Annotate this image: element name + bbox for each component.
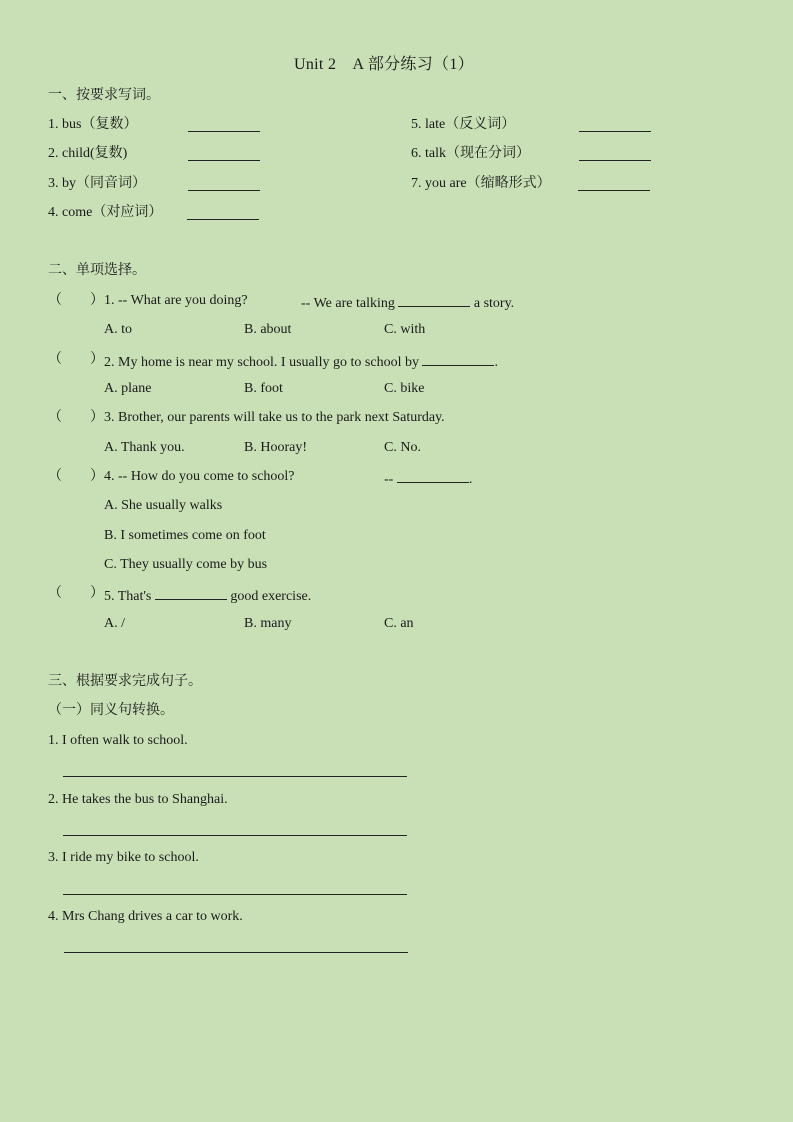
question-stem-part: -- We are talking [301,296,395,311]
option-a: A. to [104,322,132,337]
answer-blank[interactable] [188,190,260,191]
option-b: B. about [244,322,292,337]
option-c: C. They usually come by bus [104,557,268,572]
question-text: 1. bus（复数） [48,117,138,132]
question-stem [301,292,514,313]
question-stem-part: 5. That's [104,589,152,604]
answer-line[interactable] [63,835,407,836]
answer-blank[interactable] [579,131,651,132]
question-stem: 3. Brother, our parents will take us to the park next Saturday. [104,410,445,425]
option-a: A. She usually walks [104,498,223,513]
option-a: A. Thank you. [104,440,185,455]
sentence-item: 2. He takes the bus to Shanghai. [48,792,228,807]
sentence-item: 4. Mrs Chang drives a car to work. [48,909,243,924]
option-a: A. plane [104,381,152,396]
section-heading: 三、根据要求完成句子。 [48,674,202,689]
answer-parentheses[interactable]: （ ） [48,469,104,484]
question-stem [104,351,498,372]
option-c: C. No. [384,440,421,455]
option-c: C. with [384,322,426,337]
answer-blank[interactable] [188,160,260,161]
section-heading: 一、按要求写词。 [48,88,160,103]
question-stem-part: . [494,355,498,370]
answer-line[interactable] [64,952,408,953]
question-text: 6. talk（现在分词） [411,146,530,161]
question-stem-part: . [468,472,473,487]
question-stem [104,292,248,310]
question-text: 5. late（反义词） [411,117,516,132]
question-text: 2. child(复数) [48,146,128,161]
sentence-item: 1. I often walk to school. [48,733,188,748]
answer-blank[interactable] [398,292,470,307]
option-b: B. I sometimes come on foot [104,528,266,543]
option-c: C. bike [384,381,425,396]
answer-line[interactable] [63,776,407,777]
option-a: A. / [104,616,125,631]
question-stem-part: 1. -- What are you doing? [104,293,248,308]
sentence-item: 3. I ride my bike to school. [48,850,199,865]
option-b: B. many [244,616,292,631]
question-text: 3. by（同音词） [48,176,146,191]
subsection-heading: （一）同义句转换。 [48,703,174,718]
question-text: 4. come（对应词） [48,205,163,220]
question-stem-part: good exercise. [230,589,312,604]
answer-parentheses[interactable]: （ ） [48,586,104,601]
option-c: C. an [384,616,414,631]
question-stem-part: 2. My home is near my school. I usually go to school by [104,355,419,370]
question-text: 7. you are（缩略形式） [411,176,551,191]
answer-parentheses[interactable]: （ ） [48,352,104,367]
question-stem [104,585,311,606]
answer-blank[interactable] [188,131,260,132]
answer-blank[interactable] [187,219,259,220]
answer-blank[interactable] [155,585,227,600]
answer-blank[interactable] [578,190,650,191]
answer-blank[interactable] [397,468,469,483]
option-b: B. Hooray! [244,440,307,455]
answer-parentheses[interactable]: （ ） [48,293,104,308]
answer-blank[interactable] [422,351,494,366]
section-heading: 二、单项选择。 [48,263,146,278]
option-b: B. foot [244,381,283,396]
question-stem-part: -- [384,472,394,487]
answer-blank[interactable] [579,160,651,161]
page-title: Unit 2 A 部分练习（1） [294,56,474,73]
question-stem [384,468,472,489]
question-stem-part: a story. [473,296,515,311]
answer-parentheses[interactable]: （ ） [48,410,104,425]
answer-line[interactable] [63,894,407,895]
question-stem: 4. -- How do you come to school? [104,469,295,484]
